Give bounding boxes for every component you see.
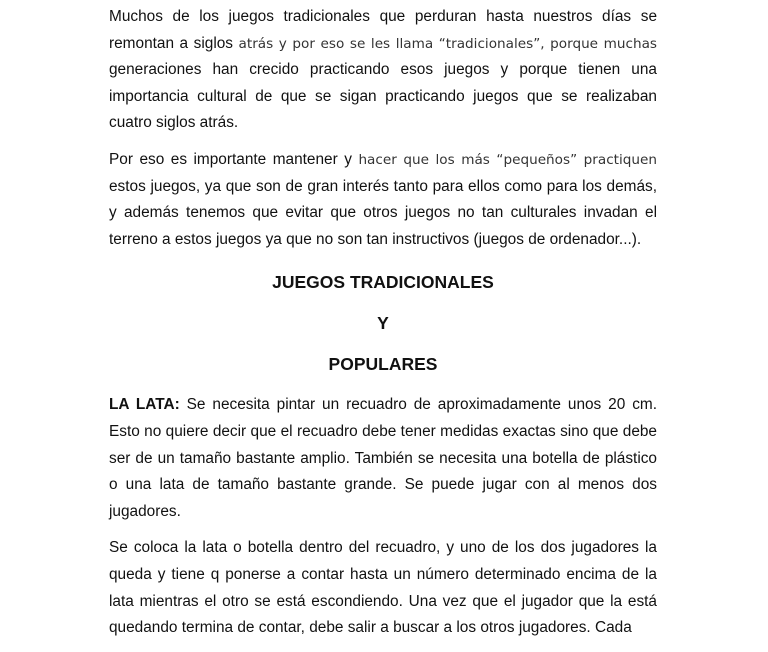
intro-paragraph-2: [109, 147, 657, 253]
intro-2-text-a: Por eso es importante mantener y: [109, 150, 359, 168]
la-lata-paragraph-1: [109, 392, 657, 525]
intro-1-text-c: generaciones han crecido practicando esos juegos y porque tienen una importancia cultural de que se sigan practicando juegos que se realizaban cuatro siglos atrás.: [109, 61, 657, 132]
la-lata-paragraph-2: Se coloca la lata o botella dentro del recuadro, y uno de los dos jugadores la queda y tiene q ponerse a contar hasta un número determinado encima de la lata mientras el otro se está escondiendo. Una vez que el jugador que la está quedando termina de contar, debe salir a buscar a los otros jugadores. Cada: [109, 539, 657, 637]
la-lata-text: Se necesita pintar un recuadro de aproximadamente unos 20 cm. Esto no quiere decir que el recuadro debe tener medidas exactas sino que debe ser de un tamaño bastante amplio. También se necesita una botella de plástico o una lata de tamaño bastante grande. Se puede jugar con al menos dos jugadores.: [109, 396, 657, 520]
intro-2-text-c: estos juegos, ya que son de gran interés tanto para ellos como para los demás, y además tenemos que evitar que otros juegos no tan culturales invadan el terreno a estos juegos ya que no son tan instructivos (juegos de ordenador...).: [109, 177, 657, 248]
intro-paragraph-1: [109, 4, 657, 137]
document-page: [109, 4, 657, 652]
section-title-line-3: POPULARES: [328, 354, 438, 375]
intro-1-text-b: atrás y por eso se les llama “tradicionales”, porque muchas: [238, 35, 657, 52]
intro-1-text-a: Muchos de los juegos tradicionales que perduran hasta nuestros días se remontan a siglos: [109, 8, 657, 52]
la-lata-lead: LA LATA:: [109, 396, 180, 414]
section-title-line-1: JUEGOS TRADICIONALES: [272, 272, 494, 293]
section-title-line-2: Y: [377, 313, 389, 334]
intro-2-text-b: hacer que los más “pequeños” practiquen: [358, 151, 658, 168]
